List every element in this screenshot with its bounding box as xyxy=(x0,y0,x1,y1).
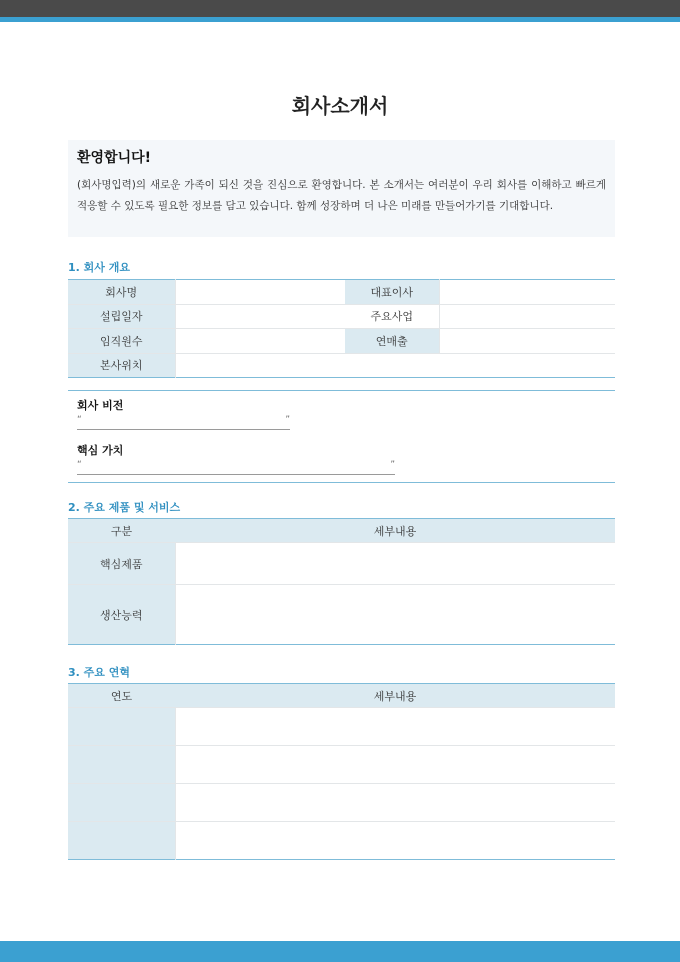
welcome-box xyxy=(68,140,615,237)
row-label-core-product: 핵심제품 xyxy=(68,543,175,585)
core-values-input-line[interactable] xyxy=(77,462,395,475)
table-row xyxy=(68,708,615,746)
table-row xyxy=(68,585,615,645)
welcome-heading: 환영합니다! xyxy=(77,150,152,166)
row-detail-capacity[interactable] xyxy=(175,585,615,645)
row-label-capacity: 생산능력 xyxy=(68,585,175,645)
label-founded: 설립일자 xyxy=(68,304,175,329)
detail-cell[interactable] xyxy=(175,822,615,860)
detail-cell[interactable] xyxy=(175,708,615,746)
label-company-name: 회사명 xyxy=(68,280,175,305)
table-header-row xyxy=(68,519,615,543)
year-cell[interactable] xyxy=(68,746,175,784)
table-row xyxy=(68,784,615,822)
year-cell[interactable] xyxy=(68,708,175,746)
value-main-business[interactable] xyxy=(439,304,615,329)
label-employees: 임직원수 xyxy=(68,329,175,354)
table-row xyxy=(68,746,615,784)
detail-cell[interactable] xyxy=(175,784,615,822)
table-row xyxy=(68,304,615,329)
close-quote: ” xyxy=(285,415,290,425)
open-quote: “ xyxy=(77,415,82,425)
table-row xyxy=(68,329,615,354)
company-overview-table xyxy=(68,279,615,378)
year-cell[interactable] xyxy=(68,784,175,822)
welcome-body: (회사명입력)의 새로운 가족이 되신 것을 진심으로 환영합니다. 본 소개서는 여러분이 우리 회사를 이해하고 빠르게 적응할 수 있도록 필요한 정보를 담고 있습니다. 함께 성장하며 더 나은 미래를 만들어가기를 기대합니다. xyxy=(77,179,606,212)
header-detail: 세부내용 xyxy=(175,519,615,543)
bottom-bar xyxy=(0,941,680,962)
detail-cell[interactable] xyxy=(175,746,615,784)
top-accent-bar xyxy=(0,17,680,22)
value-company-name[interactable] xyxy=(175,280,345,305)
label-revenue: 연매출 xyxy=(345,329,439,354)
section-title-overview: 1. 회사 개요 xyxy=(68,261,130,274)
year-cell[interactable] xyxy=(68,822,175,860)
vision-input-line[interactable] xyxy=(77,417,290,430)
table-row xyxy=(68,543,615,585)
table-header-row xyxy=(68,684,615,708)
top-bar xyxy=(0,0,680,17)
value-founded[interactable] xyxy=(175,304,345,329)
close-quote: ” xyxy=(390,460,395,470)
value-employees[interactable] xyxy=(175,329,345,354)
label-hq-location: 본사위치 xyxy=(68,353,175,378)
header-category: 구분 xyxy=(68,519,175,543)
table-row xyxy=(68,822,615,860)
vision-box xyxy=(68,390,615,483)
row-detail-core-product[interactable] xyxy=(175,543,615,585)
history-table xyxy=(68,683,615,860)
table-row xyxy=(68,353,615,378)
table-row xyxy=(68,280,615,305)
vision-label: 회사 비전 xyxy=(77,399,124,412)
label-ceo: 대표이사 xyxy=(345,280,439,305)
section-title-history: 3. 주요 연혁 xyxy=(68,666,130,679)
header-detail: 세부내용 xyxy=(175,684,615,708)
value-ceo[interactable] xyxy=(439,280,615,305)
products-table xyxy=(68,518,615,645)
document-title: 회사소개서 xyxy=(291,94,389,118)
label-main-business: 주요사업 xyxy=(345,304,439,329)
core-values-label: 핵심 가치 xyxy=(77,444,124,457)
value-hq-location[interactable] xyxy=(175,353,615,378)
header-year: 연도 xyxy=(68,684,175,708)
open-quote: “ xyxy=(77,460,82,470)
value-revenue[interactable] xyxy=(439,329,615,354)
section-title-products: 2. 주요 제품 및 서비스 xyxy=(68,501,181,514)
